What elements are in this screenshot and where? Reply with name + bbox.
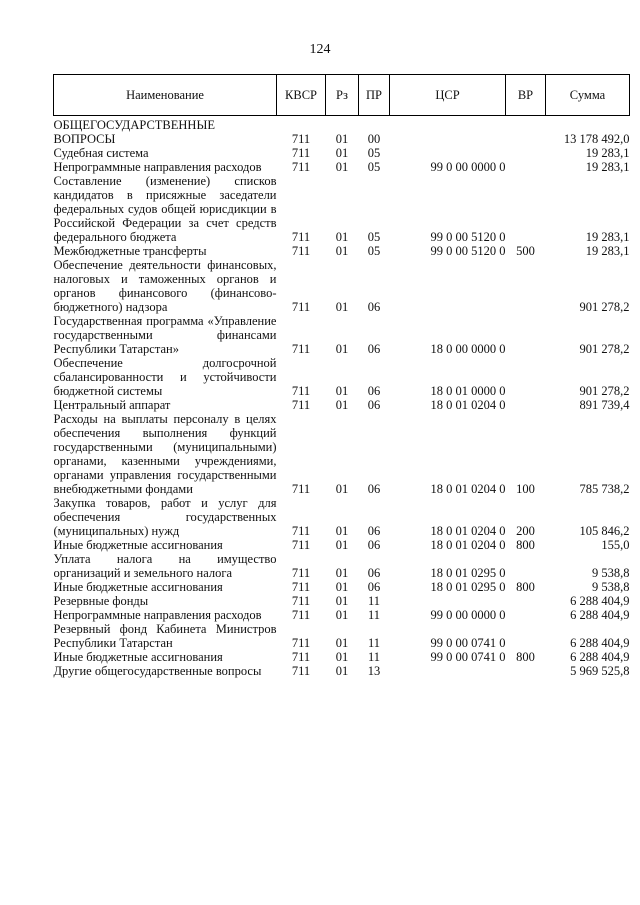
row-pr: 11 [367,636,381,650]
row-pr: 06 [367,566,381,580]
row-csr: 18 0 01 0204 0 [430,524,506,538]
table-row [54,580,630,594]
row-pr: 06 [367,398,381,412]
table-row [54,356,630,398]
row-kvsr: 711 [291,230,311,244]
row-name: Резервный фонд Кабинета Министров Республики Татарстан [53,622,277,650]
row-kvsr: 711 [291,538,311,552]
row-kvsr: 711 [291,482,311,496]
row-name: Уплата налога на имущество организаций и земельного налога [53,552,277,580]
row-sum: 785 738,2 [579,482,630,496]
row-rz: 01 [335,538,349,552]
row-csr: 18 0 01 0204 0 [430,538,506,552]
row-kvsr: 711 [291,636,311,650]
row-kvsr: 711 [291,650,311,664]
header-sum: Сумма [546,75,630,116]
row-name: Иные бюджетные ассигнования [53,538,223,552]
row-name: Закупка товаров, работ и услуг для обеспечения государственных (муниципальных) нужд [53,496,277,538]
row-sum: 5 969 525,8 [570,664,630,678]
row-csr [390,146,506,160]
table-row [54,608,630,622]
row-rz: 01 [335,342,349,356]
row-sum: 19 283,1 [585,146,630,160]
row-rz: 01 [335,146,349,160]
row-sum: 6 288 404,9 [570,650,630,664]
row-sum: 891 739,4 [579,398,630,412]
row-csr [390,594,506,608]
row-pr: 11 [367,594,381,608]
table-row [54,552,630,580]
row-pr: 06 [367,384,381,398]
row-vr [506,594,546,608]
row-kvsr: 711 [291,398,311,412]
row-name: Центральный аппарат [53,398,171,412]
row-vr [506,356,546,398]
row-kvsr: 711 [291,300,311,314]
row-sum: 19 283,1 [585,244,630,258]
table-row [54,258,630,314]
row-vr [506,398,546,412]
header-name: Наименование [54,75,277,116]
row-pr: 13 [367,664,381,678]
row-csr [390,664,506,678]
row-pr: 06 [367,524,381,538]
row-vr: 500 [516,244,535,258]
row-pr: 11 [367,650,381,664]
row-kvsr: 711 [291,160,311,174]
row-name: ОБЩЕГОСУДАРСТВЕННЫЕ ВОПРОСЫ [53,118,215,146]
row-pr: 05 [367,160,381,174]
row-csr: 18 0 01 0204 0 [430,482,506,496]
row-pr: 06 [367,300,381,314]
row-csr: 18 0 01 0204 0 [430,398,506,412]
row-name: Иные бюджетные ассигнования [53,580,223,594]
table-row [54,146,630,160]
table-row [54,594,630,608]
row-pr: 00 [367,132,381,146]
row-pr: 06 [367,538,381,552]
row-name: Государственная программа «Управление государственными финансами Республики Татарстан» [53,314,277,356]
row-rz: 01 [335,160,349,174]
row-vr [506,664,546,678]
row-vr [506,174,546,244]
row-vr [506,622,546,650]
row-vr [506,146,546,160]
table-row [54,412,630,496]
row-pr: 06 [367,580,381,594]
row-sum: 6 288 404,9 [570,608,630,622]
row-name: Судебная система [53,146,149,160]
table-row [54,496,630,538]
row-rz: 01 [335,664,349,678]
row-rz: 01 [335,300,349,314]
row-pr: 05 [367,230,381,244]
row-rz: 01 [335,580,349,594]
row-name: Другие общегосударственные вопросы [53,664,262,678]
row-sum: 901 278,2 [579,342,630,356]
row-csr: 99 0 00 5120 0 [430,244,506,258]
row-csr: 18 0 01 0295 0 [430,580,506,594]
row-kvsr: 711 [291,146,311,160]
row-vr: 100 [516,482,535,496]
row-sum: 105 846,2 [579,524,630,538]
row-sum: 13 178 492,0 [563,132,630,146]
row-csr: 99 0 00 5120 0 [430,230,506,244]
table-row [54,664,630,678]
row-vr: 800 [516,538,535,552]
row-pr: 06 [367,482,381,496]
header-pr: ПР [359,75,390,116]
row-vr: 200 [516,524,535,538]
row-vr [506,552,546,580]
row-rz: 01 [335,132,349,146]
row-csr: 18 0 01 0000 0 [430,384,506,398]
row-kvsr: 711 [291,566,311,580]
budget-table [53,74,630,678]
row-rz: 01 [335,398,349,412]
row-kvsr: 711 [291,132,311,146]
table-row [54,538,630,552]
row-pr: 05 [367,146,381,160]
row-rz: 01 [335,566,349,580]
row-csr: 99 0 00 0000 0 [430,608,506,622]
row-rz: 01 [335,650,349,664]
table-body [54,116,630,679]
row-name: Непрограммные направления расходов [53,608,262,622]
row-rz: 01 [335,482,349,496]
row-csr: 99 0 00 0741 0 [430,650,506,664]
row-kvsr: 711 [291,608,311,622]
row-name: Обеспечение долгосрочной сбалансированности и устойчивости бюджетной системы [53,356,277,398]
row-name: Межбюджетные трансферты [53,244,207,258]
row-name: Иные бюджетные ассигнования [53,650,223,664]
row-pr: 11 [367,608,381,622]
row-kvsr: 711 [291,384,311,398]
row-vr [506,314,546,356]
row-csr: 18 0 00 0000 0 [430,342,506,356]
row-kvsr: 711 [291,580,311,594]
row-vr [506,160,546,174]
row-kvsr: 711 [291,342,311,356]
row-vr: 800 [516,580,535,594]
row-rz: 01 [335,244,349,258]
row-sum: 19 283,1 [585,230,630,244]
row-name: Резервные фонды [53,594,149,608]
row-name: Обеспечение деятельности финансовых, налоговых и таможенных органов и органов финансового (финансово-бюджетного) надзора [53,258,277,314]
row-name: Непрограммные направления расходов [53,160,262,174]
row-sum: 901 278,2 [579,300,630,314]
row-csr: 99 0 00 0741 0 [430,636,506,650]
row-csr: 18 0 01 0295 0 [430,566,506,580]
page-number: 124 [309,42,331,57]
row-csr [390,118,506,146]
row-sum: 9 538,8 [592,566,630,580]
row-pr: 05 [367,244,381,258]
row-sum: 901 278,2 [579,384,630,398]
table-row [54,244,630,258]
row-rz: 01 [335,524,349,538]
header-rz: Рз [326,75,359,116]
table-row [54,174,630,244]
row-rz: 01 [335,636,349,650]
row-vr [506,118,546,146]
row-kvsr: 711 [291,524,311,538]
row-vr [506,258,546,314]
row-name: Расходы на выплаты персоналу в целях обеспечения выполнения функций государственными (муниципальными) органами, казенными учреждениями, органами управления государственными внебюджетными фондами [53,412,277,496]
table-row [54,160,630,174]
row-sum: 6 288 404,9 [570,594,630,608]
row-kvsr: 711 [291,594,311,608]
table-row [54,650,630,664]
row-name: Составление (изменение) списков кандидатов в присяжные заседатели федеральных судов общей юрисдикции в Российской Федерации за счет средств федерального бюджета [53,174,277,244]
header-vr: ВР [506,75,546,116]
row-kvsr: 711 [291,244,311,258]
row-rz: 01 [335,594,349,608]
table-row [54,314,630,356]
row-pr: 06 [367,342,381,356]
table-row [54,398,630,412]
row-vr: 800 [516,650,535,664]
row-vr [506,608,546,622]
row-sum: 19 283,1 [585,160,630,174]
row-csr: 99 0 00 0000 0 [430,160,506,174]
row-kvsr: 711 [291,664,311,678]
header-csr: ЦСР [390,75,506,116]
table-header-row [54,75,630,116]
row-sum: 6 288 404,9 [570,636,630,650]
row-sum: 155,0 [601,538,630,552]
table-row [54,622,630,650]
row-rz: 01 [335,384,349,398]
row-rz: 01 [335,230,349,244]
row-rz: 01 [335,608,349,622]
table-row [54,118,630,146]
header-kvsr: КВСР [277,75,326,116]
row-sum: 9 538,8 [592,580,630,594]
row-csr [390,258,506,314]
